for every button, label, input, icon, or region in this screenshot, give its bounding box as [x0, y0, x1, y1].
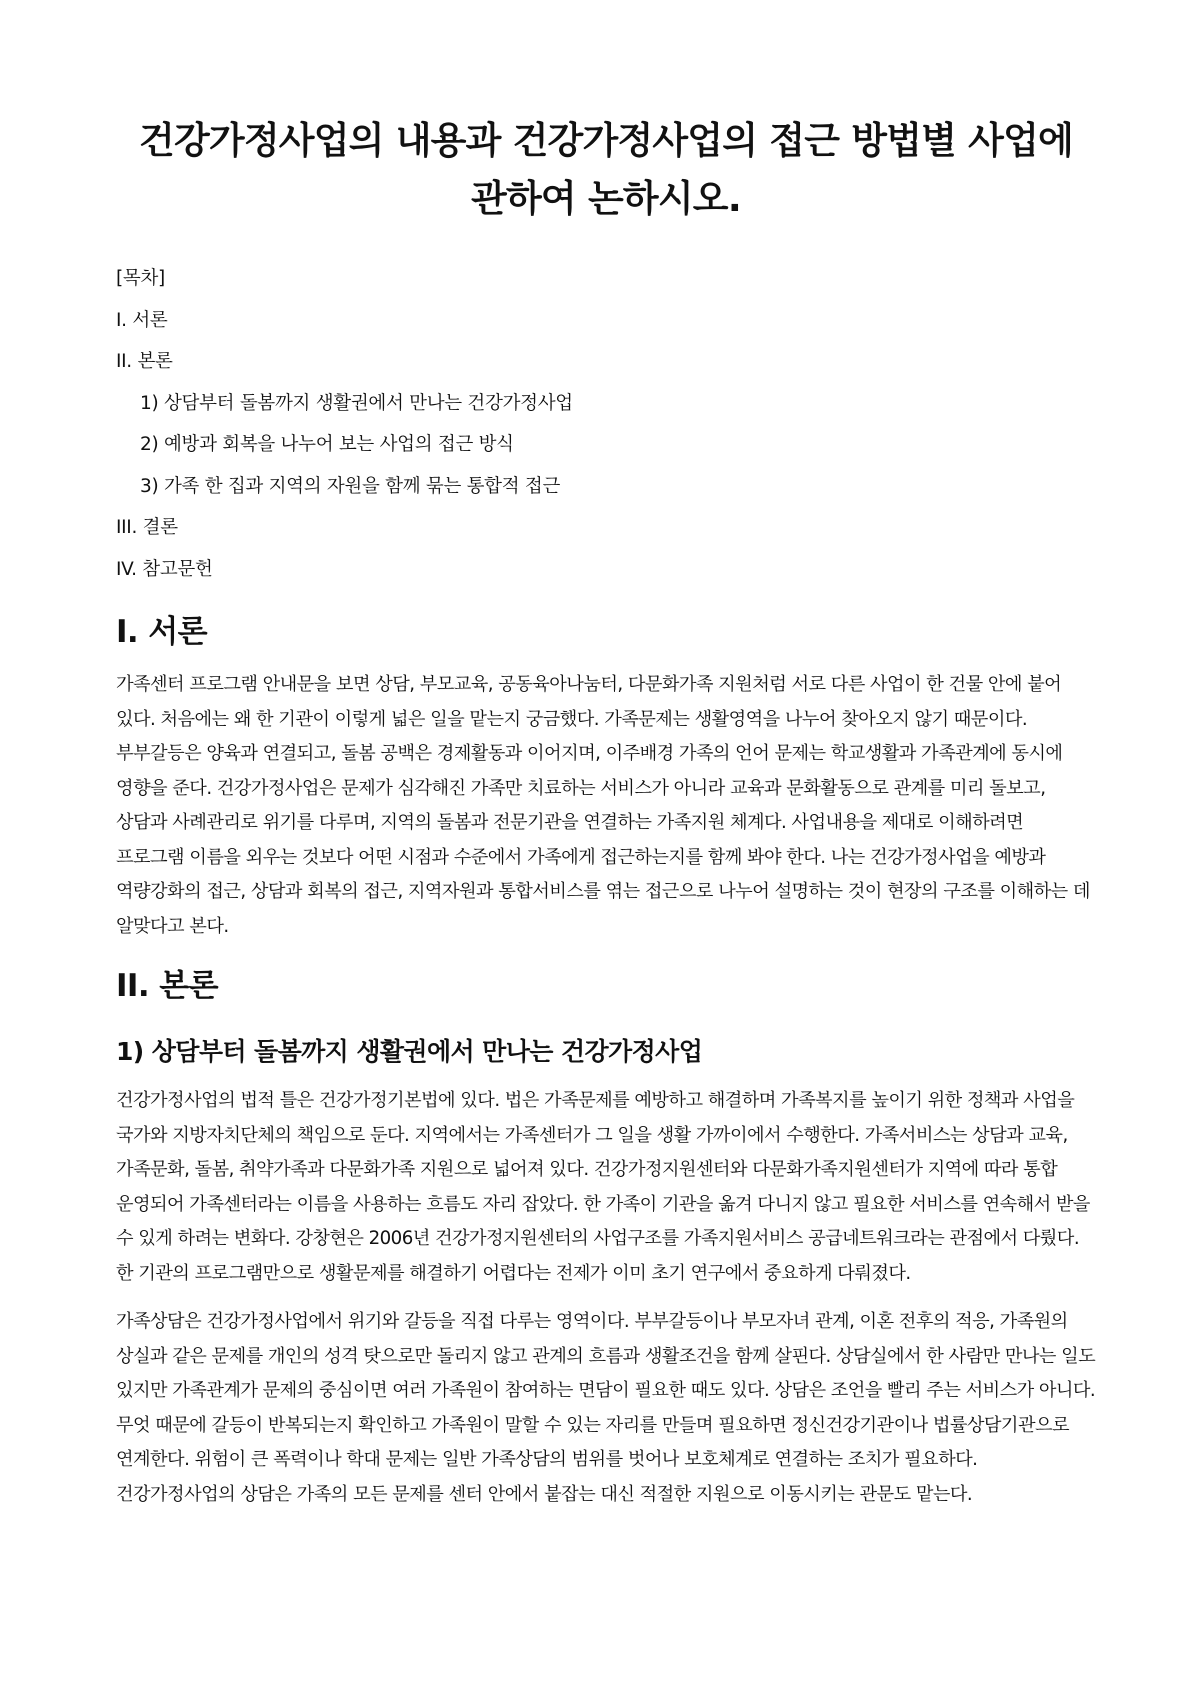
intro-heading: I. 서론 — [116, 614, 207, 650]
toc-heading: [목차] — [116, 268, 165, 289]
toc-item-body: II. 본론 — [116, 351, 173, 372]
toc-item-body-3: 3) 가족 한 집과 지역의 자원을 함께 묶는 통합적 접근 — [140, 475, 561, 497]
toc-item-body-1: 1) 상담부터 돌봄까지 생활권에서 만나는 건강가정사업 — [140, 392, 573, 414]
toc-item-conclusion: III. 결론 — [116, 517, 178, 538]
body-heading: II. 본론 — [116, 968, 218, 1004]
section-1-paragraph-2: 가족상담은 건강가정사업에서 위기와 갈등을 직접 다루는 영역이다. 부부갈등이나 부모자녀 관계, 이혼 전후의 적응, 가족원의 상실과 같은 문제를 개인의 성격 탓으로만 돌리지 않고 관계의 흐름과 생활조건을 함께 살핀다. 상담실에서 한 사람만 만나는 일도 있지만 가족관계가 문제의 중심이면 여러 가족원이 참여하는 면담이 필요한 때도 있다. 상담은 조언을 빨리 주는 서비스가 아니다. 무엇 때문에 갈등이 반복되는지 확인하고 가족원이 말할 수 있는 자리를 만들며 필요하면 정신건강기관이나 법률상담기관으로 연계한다. 위험이 큰 폭력이나 학대 문제는 일반 가족상담의 범위를 벗어나 보호체계로 연결하는 조치가 필요하다. 건강가정사업의 상담은 가족의 모든 문제를 센터 안에서 붙잡는 대신 적절한 지원으로 이동시키는 관문도 맡는다. — [116, 1311, 1096, 1505]
section-1-heading: 1) 상담부터 돌봄까지 생활권에서 만나는 건강가정사업 — [116, 1037, 703, 1066]
toc-item-body-2: 2) 예방과 회복을 나누어 보는 사업의 접근 방식 — [140, 434, 514, 455]
toc-item-references: IV. 참고문헌 — [116, 558, 213, 580]
intro-paragraph: 가족센터 프로그램 안내문을 보면 상담, 부모교육, 공동육아나눔터, 다문화가족 지원처럼 서로 다른 사업이 한 건물 안에 붙어 있다. 처음에는 왜 한 기관이 이렇게 넓은 일을 맡는지 궁금했다. 가족문제는 생활영역을 나누어 찾아오지 않기 때문이다. 부부갈등은 양육과 연결되고, 돌봄 공백은 경제활동과 이어지며, 이주배경 가족의 언어 문제는 학교생활과 가족관계에 동시에 영향을 준다. 건강가정사업은 문제가 심각해진 가족만 치료하는 서비스가 아니라 교육과 문화활동으로 관계를 미리 돌보고, 상담과 사례관리로 위기를 다루며, 지역의 돌봄과 전문기관을 연결하는 가족지원 체계다. 사업내용을 제대로 이해하려면 프로그램 이름을 외우는 것보다 어떤 시점과 수준에서 가족에게 접근하는지를 함께 봐야 한다. 나는 건강가정사업을 예방과 역량강화의 접근, 상담과 회복의 접근, 지역자원과 통합서비스를 엮는 접근으로 나누어 설명하는 것이 현장의 구조를 이해하는 데 알맞다고 본다. — [116, 674, 1090, 937]
section-1-paragraph-1: 건강가정사업의 법적 틀은 건강가정기본법에 있다. 법은 가족문제를 예방하고 해결하며 가족복지를 높이기 위한 정책과 사업을 국가와 지방자치단체의 책임으로 둔다. 지역에서는 가족센터가 그 일을 생활 가까이에서 수행한다. 가족서비스는 상담과 교육, 가족문화, 돌봄, 취약가족과 다문화가족 지원으로 넓어져 있다. 건강가정지원센터와 다문화가족지원센터가 지역에 따라 통합 운영되어 가족센터라는 이름을 사용하는 흐름도 자리 잡았다. 한 가족이 기관을 옮겨 다니지 않고 필요한 서비스를 연속해서 받을 수 있게 하려는 변화다. 강창현은 2006년 건강가정지원센터의 사업구조를 가족지원서비스 공급네트워크라는 관점에서 다뤘다. 한 기관의 프로그램만으로 생활문제를 해결하기 어렵다는 전제가 이미 초기 연구에서 중요하게 다뤄졌다. — [116, 1090, 1090, 1284]
toc-item-intro: I. 서론 — [116, 309, 168, 331]
document-title: 건강가정사업의 내용과 건강가정사업의 접근 방법별 사업에 관하여 논하시오. — [139, 119, 1073, 220]
table-of-contents — [116, 258, 1096, 590]
